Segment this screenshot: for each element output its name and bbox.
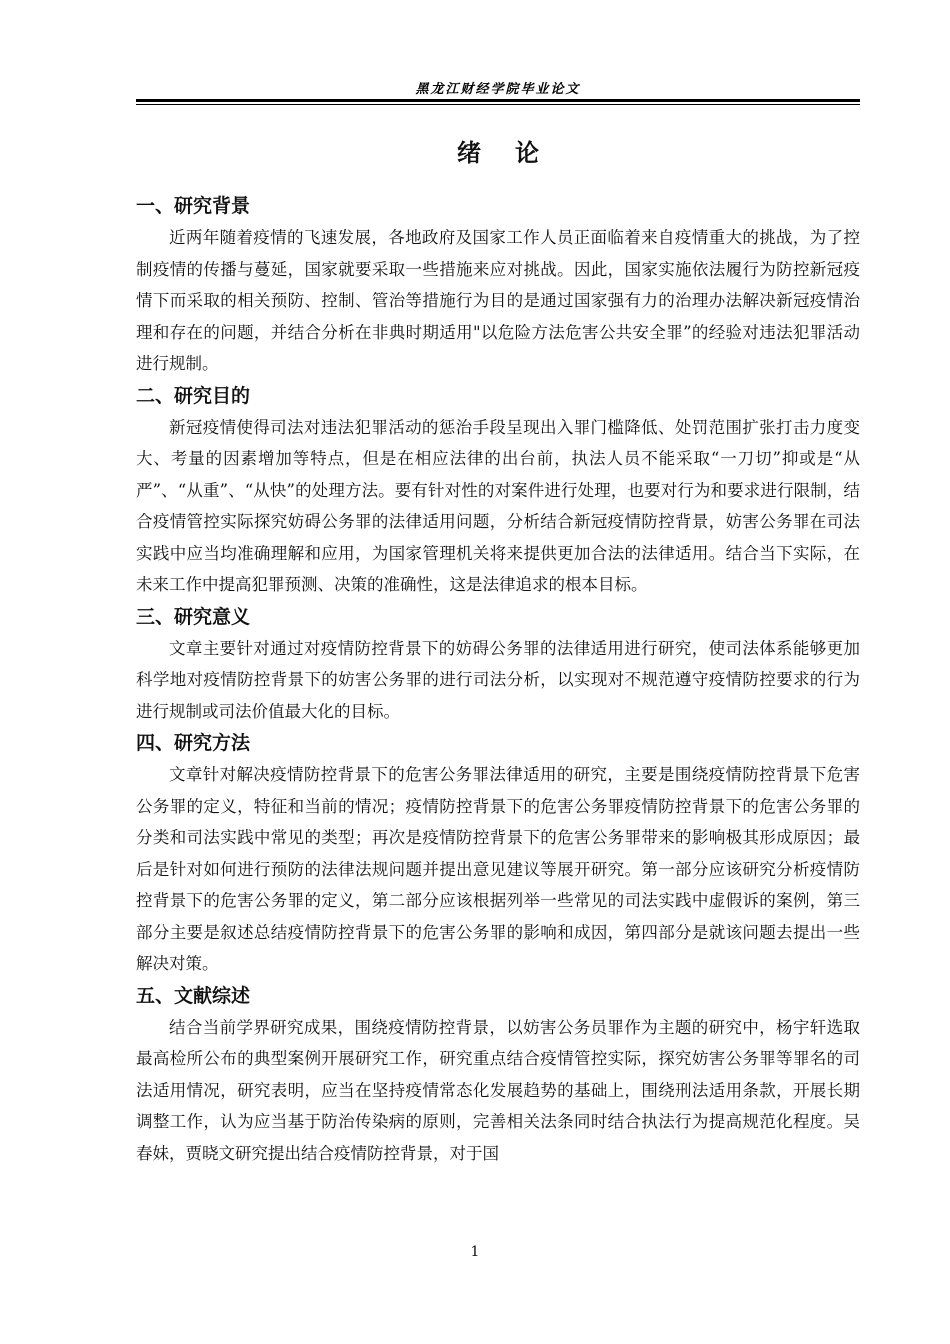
section-paragraph-significance: 文章主要针对通过对疫情防控背景下的妨碍公务罪的法律适用进行研究，使司法体系能够更加科学地对疫情防控背景下的妨害公务罪的进行司法分析，以实现对不规范遵守疫情防控要求的行为进行规制或司法价值最大化的目标。 [136, 638, 860, 721]
body-content [136, 190, 860, 1169]
section-paragraph-literature: 结合当前学界研究成果，围绕疫情防控背景，以妨害公务员罪作为主题的研究中，杨宇轩选取最高检所公布的典型案例开展研究工作，研究重点结合疫情管控实际，探究妨害公务罪等罪名的司法适用情况，研究表明，应当在坚持疫情常态化发展趋势的基础上，围绕刑法适用条款，开展长期调整工作，认为应当基于防治传染病的原则，完善相关法条同时结合执法行为提高规范化程度。吴春妹，贾晓文研究提出结合疫情防控背景，对于国 [136, 1017, 860, 1163]
section-heading-background: 一、研究背景 [136, 195, 251, 217]
section-heading-methods: 四、研究方法 [136, 732, 251, 754]
page-title: 绪论 [457, 138, 573, 167]
section-heading-purpose: 二、研究目的 [136, 384, 251, 407]
section-paragraph-methods: 文章针对解决疫情防控背景下的危害公务罪法律适用的研究，主要是围绕疫情防控背景下危害公务罪的定义，特征和当前的情况；疫情防控背景下的危害公务罪疫情防控背景下的危害公务罪的分类和司法实践中常见的类型；再次是疫情防控背景下的危害公务罪带来的影响极其形成原因；最后是针对如何进行预防的法律法规问题并提出意见建议等展开研究。第一部分应该研究分析疫情防控背景下的危害公务罪的定义，第二部分应该根据列举一些常见的司法实践中虚假诉的案例，第三部分主要是叙述总结疫情防控背景下的危害公务罪的影响和成因，第四部分是就该问题去提出一些解决对策。 [136, 765, 860, 973]
header-rule-thick [136, 99, 860, 102]
running-header: 黑龙江财经学院毕业论文 [415, 82, 581, 97]
section-paragraph-background: 近两年随着疫情的飞速发展，各地政府及国家工作人员正面临着来自疫情重大的挑战，为了控制疫情的传播与蔓延，国家就要采取一些措施来应对挑战。因此，国家实施依法履行为防控新冠疫情下而采取的相关预防、控制、管治等措施行为目的是通过国家强有力的治理办法解决新冠疫情治理和存在的问题，并结合分析在非典时期适用"以危险方法危害公共安全罪”的经验对违法犯罪活动进行规制。 [136, 228, 860, 373]
header-rule-thin [136, 104, 860, 105]
page-number: 1 [470, 1244, 480, 1260]
section-paragraph-purpose: 新冠疫情使得司法对违法犯罪活动的惩治手段呈现出入罪门槛降低、处罚范围扩张打击力度变大、考量的因素增加等特点，但是在相应法律的出台前，执法人员不能采取“一刀切”抑或是“从严”、“从重”、“从快”的处理方法。要有针对性的对案件进行处理，也要对行为和要求进行限制，结合疫情管控实际探究妨碍公务罪的法律适用问题，分析结合新冠疫情防控背景，妨害公务罪在司法实践中应当均准确理解和应用，为国家管理机关将来提供更加合法的法律适用。结合当下实际，在未来工作中提高犯罪预测、决策的准确性，这是法律追求的根本目标。 [136, 417, 860, 594]
section-heading-significance: 三、研究意义 [136, 605, 251, 628]
section-heading-literature: 五、文献综述 [136, 984, 251, 1007]
